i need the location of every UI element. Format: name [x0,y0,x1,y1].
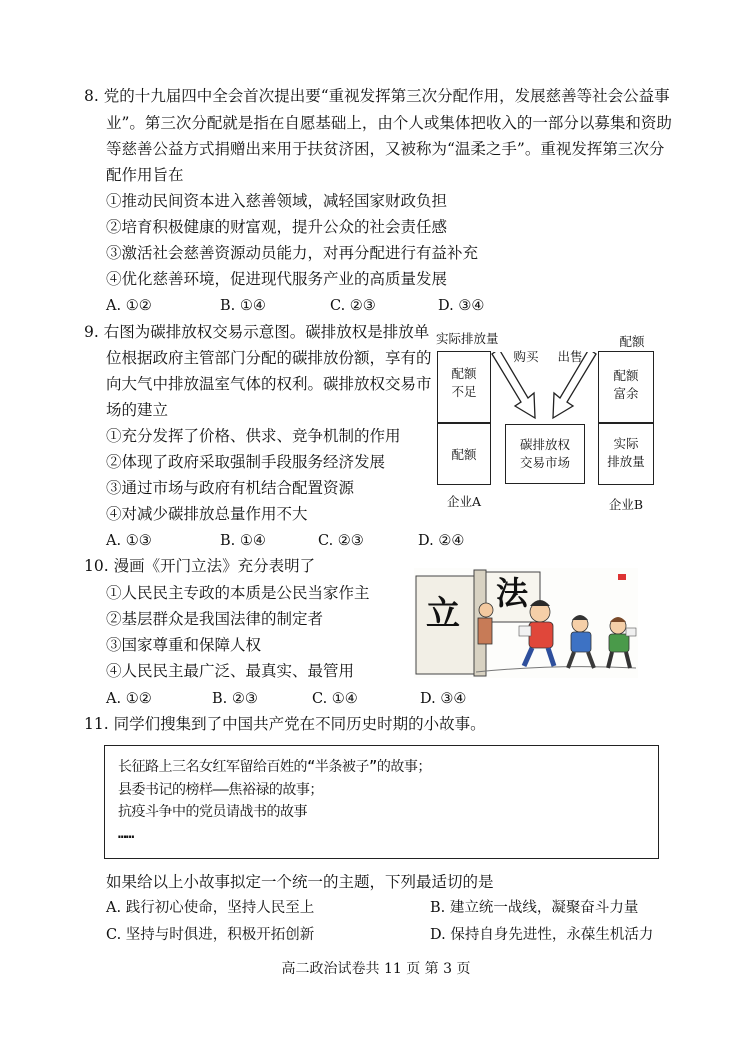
company-a-top-text: 不足 [451,384,477,399]
company-b-label: 企业B [608,497,644,512]
q9-option-d[interactable]: D. ②④ [418,533,465,549]
label-actual-emissions: 实际排放量 [436,331,499,346]
q9-item: ④对减少碳排放总量作用不大 [106,505,308,523]
q10-option-d[interactable]: D. ③④ [420,691,467,707]
cartoon-char-fa: 法 [496,574,529,612]
open-door-legislation-cartoon [414,568,638,678]
q9-item: ③通过市场与政府有机结合配置资源 [106,479,355,497]
story-line: 长征路上三名女红军留给百姓的“半条被子”的故事； [118,759,431,775]
label-quota: 配额 [619,334,645,349]
company-a-bottom-text: 配额 [451,447,477,462]
market-text: 交易市场 [519,455,570,470]
company-b-bottom-text: 排放量 [607,454,645,469]
q10-stem: 10. 漫画《开门立法》充分表明了 [84,557,316,575]
story-line: 县委书记的榜样——焦裕禄的故事； [118,782,323,798]
q10-option-b[interactable]: B. ②③ [212,691,258,707]
story-line: 抗疫斗争中的党员请战书的故事 [118,804,307,820]
q9-stem-line: 场的建立 [106,401,169,419]
q10-item: ①人民民主专政的本质是公民当家作主 [106,584,370,602]
q11-option-a[interactable]: A. 践行初心使命，坚持人民至上 [106,900,315,916]
q11-option-d[interactable]: D. 保持自身先进性，永葆生机活力 [430,927,654,943]
company-b-top-text: 富余 [613,386,639,401]
company-b-bottom-text: 实际 [613,436,639,451]
trading-market-box [505,424,585,484]
market-text: 碳排放权 [519,437,570,452]
company-a-label: 企业A [446,494,482,509]
q8-stem-line: 配作用旨在 [106,166,184,184]
q10-item: ③国家尊重和保障人权 [106,636,262,654]
q8-item: ②培育积极健康的财富观，提升公众的社会责任感 [106,218,448,236]
q11-stem: 11. 同学们搜集到了中国共产党在不同历史时期的小故事。 [84,715,486,733]
trade-arrows-icon [490,352,600,426]
q11-option-c[interactable]: C. 坚持与时俱进，积极开拓创新 [106,927,315,943]
q9-stem-line: 位根据政府主管部门分配的碳排放份额，享有的 [106,349,432,367]
q10-option-c[interactable]: C. ①④ [312,691,358,707]
q9-stem-line: 向大气中排放温室气体的权利。碳排放权交易市 [106,375,432,393]
q10-option-a[interactable]: A. ①② [106,691,152,707]
company-a-top-text: 配额 [451,366,477,381]
q8-option-b[interactable]: B. ①④ [220,298,266,314]
q10-item: ④人民民主最广泛、最真实、最管用 [106,662,355,680]
q8-stem-line: 业”。第三次分配就是指在自愿基础上，由个人或集体把收入的一部分以募集和资助 [106,114,672,132]
q8-item: ①推动民间资本进入慈善领域，减轻国家财政负担 [106,192,448,210]
story-line: …… [118,826,134,842]
q9-option-b[interactable]: B. ①④ [220,533,266,549]
company-b-top-text: 配额 [613,368,639,383]
q9-option-a[interactable]: A. ①③ [106,533,152,549]
q10-item: ②基层群众是我国法律的制定者 [106,610,324,628]
q9-item: ②体现了政府采取强制手段服务经济发展 [106,453,386,471]
label-buy: 购买 [513,349,539,364]
q8-option-d[interactable]: D. ③④ [438,298,485,314]
q8-stem-line: 8. 党的十九届四中全会首次提出要“重视发挥第三次分配作用，发展慈善等社会公益事 [84,87,670,105]
q8-stem-line: 等慈善公益方式捐赠出来用于扶贫济困，又被称为“温柔之手”。重视发挥第三次分 [106,140,665,158]
q9-option-c[interactable]: C. ②③ [318,533,364,549]
q8-item: ④优化慈善环境，促进现代服务产业的高质量发展 [106,270,448,288]
q8-option-c[interactable]: C. ②③ [330,298,376,314]
q9-item: ①充分发挥了价格、供求、竞争机制的作用 [106,427,401,445]
q8-option-a[interactable]: A. ①② [106,298,152,314]
q11-option-b[interactable]: B. 建立统一战线，凝聚奋斗力量 [430,900,639,916]
q8-item: ③激活社会慈善资源动员能力，对再分配进行有益补充 [106,244,479,262]
label-sell: 出售 [557,349,583,364]
q9-stem-line: 9. 右图为碳排放权交易示意图。碳排放权是排放单 [84,323,430,341]
cartoon-char-li: 立 [426,594,460,634]
page-footer: 高二政治试卷共 11 页 第 3 页 [281,961,471,977]
q11-question: 如果给以上小故事拟定一个统一的主题，下列最适切的是 [106,873,494,891]
